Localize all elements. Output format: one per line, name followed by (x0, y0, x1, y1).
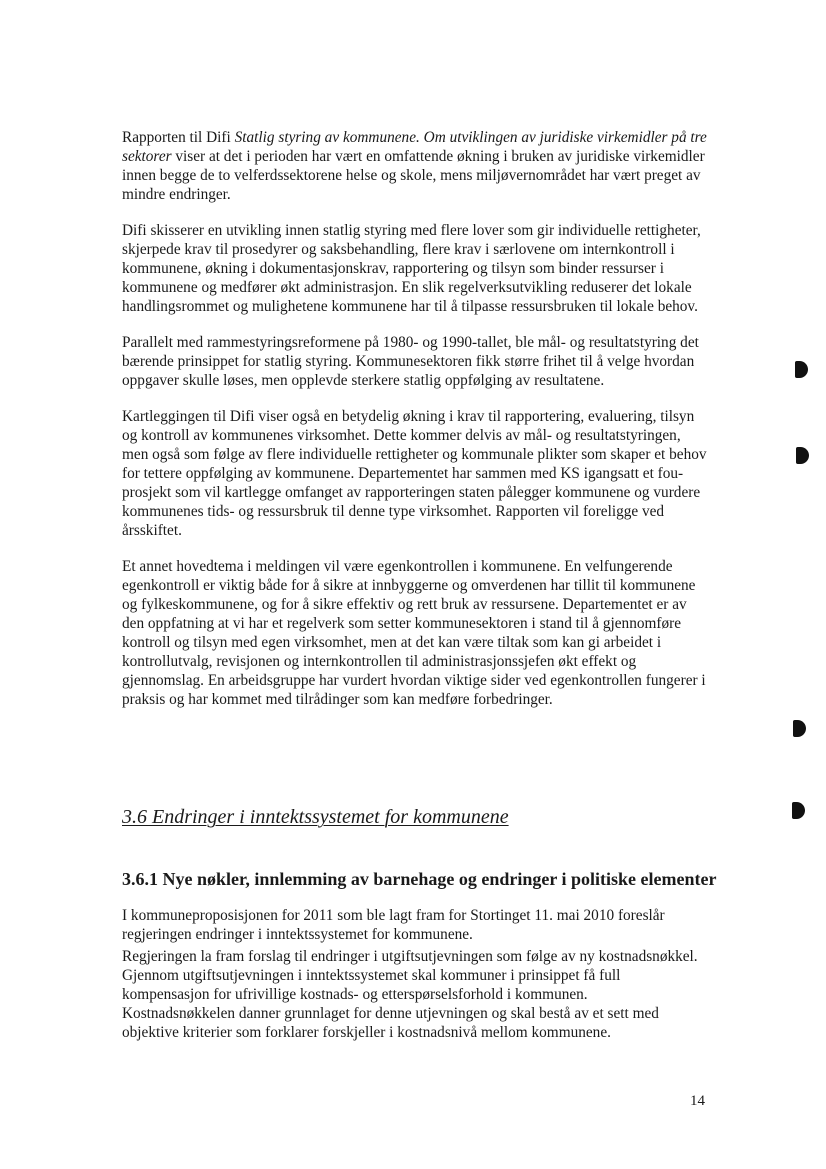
binder-hole-mark (795, 361, 808, 378)
intro-text-pre: Rapporten til Difi (122, 129, 235, 146)
paragraph: I kommuneproposisjonen for 2011 som ble lagt fram for Stortinget 11. mai 2010 foreslår regjeringen endringer i inntektssystemet for kommunene. (122, 907, 665, 943)
body-text-upper (122, 128, 707, 709)
paragraph: Kostnadsnøkkelen danner grunnlaget for denne utjevningen og skal bestå av et sett med objektive kriterier som forklarer forskjeller i kostnadsnivå mellom kommunene. (122, 1005, 659, 1041)
paragraph: Gjennom utgiftsutjevningen i inntektssystemet skal kommuner i prinsippet få full kompensasjon for ufrivillige kostnads- og etterspørselsforhold i kommunen. (122, 967, 621, 1003)
section-heading-text: 3.6 Endringer i inntektssystemet for kommunene (122, 806, 509, 828)
paragraph: Et annet hovedtema i meldingen vil være egenkontrollen i kommunene. En velfungerende egenkontroll er viktig både for å sikre at innbyggerne og omverdenen har tillit til kommunene og fylkeskommunene, og for å sikre effektiv og rett bruk av ressursene. Departementet er av den oppfatning at vi har et regelverk som setter kommunesektoren i stand til å gjennomføre kontroll og tilsyn med egen virksomhet, men at det kan være tiltak som kan gi arbeidet i kontrollutvalg, revisjonen og internkontrollen til administrasjonssjefen økt effekt og gjennomslag. En arbeidsgruppe har vurdert hvordan viktige sider ved egenkontrollen fungerer i praksis og har kommet med tilrådinger som kan medføre forbedringer. (122, 558, 706, 708)
binder-hole-mark (796, 447, 809, 464)
paragraph: Parallelt med rammestyringsreformene på 1980- og 1990-tallet, ble mål- og resultatstyring det bærende prinsippet for statlig styring. Kommunesektoren fikk større frihet til å velge hvordan oppgaver skulle løses, men opplevde sterkere statlig oppfølging av resultatene. (122, 334, 699, 389)
body-text-lower (122, 906, 707, 1042)
binder-hole-mark (793, 720, 806, 737)
binder-hole-mark (792, 802, 805, 819)
page-number: 14 (690, 1093, 705, 1109)
report-title: Statlig styring av kommunene. Om utviklingen av juridiske virkemidler på tre sektorer (122, 129, 707, 165)
intro-paragraph (122, 128, 707, 204)
intro-text-post: viser at det i perioden har vært en omfattende økning i bruken av juridiske virkemidler innen begge de to velferdssektorene helse og skole, mens miljøvernområdet har vært preget av mindre endringer. (122, 148, 705, 203)
paragraph: Difi skisserer en utvikling innen statlig styring med flere lover som gir individuelle rettigheter, skjerpede krav til prosedyrer og saksbehandling, flere krav i særlovene om internkontroll i kommunene, økning i dokumentasjonskrav, rapportering og tilsyn som binder ressurser i kommunene og medfører økt administrasjon. En slik regelverksutvikling reduserer det lokale handlingsrommet og mulighetene kommunene har til å tilpasse ressursbruken til lokale behov. (122, 222, 701, 315)
section-heading (122, 806, 509, 829)
paragraph: Kartleggingen til Difi viser også en betydelig økning i krav til rapportering, evaluering, tilsyn og kontroll av kommunenes virksomhet. Dette kommer delvis av mål- og resultatstyringen, men også som følge av flere individuelle rettigheter og kommunale plikter som skaper et behov for tettere oppfølging av kommunene. Departementet har sammen med KS igangsatt et fou-prosjekt som vil kartlegge omfanget av rapporteringen staten pålegger kommunene og vurdere kommunenes tids- og ressursbruk til denne type virksomhet. Rapporten vil foreligge ved årsskiftet. (122, 408, 707, 539)
subsection-heading: 3.6.1 Nye nøkler, innlemming av barnehage og endringer i politiske elementer (122, 869, 717, 889)
paragraph: Regjeringen la fram forslag til endringer i utgiftsutjevningen som følge av ny kostnadsnøkkel. (122, 948, 698, 965)
